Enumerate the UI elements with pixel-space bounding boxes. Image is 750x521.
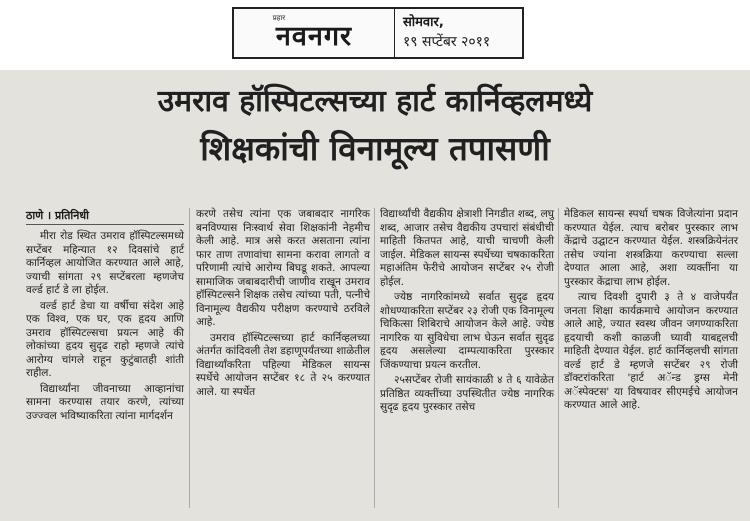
paragraph: मेडिकल सायन्स स्पर्धा चषक विजेत्यांना प्रदान करण्यात येईल. त्याच बरोबर पुरस्कार लाभ केंद्राचे उद्घाटन करण्यात येईल. शस्त्रक्रियेनंतर तसेच ज्यांना शस्त्रक्रिया करण्याचा सल्ला देण्यात आला आहे, अशा व्यक्तींना या पुरस्कार केंद्राचा लाभ होईल. [564,208,738,288]
article-column-1 [26,230,184,425]
paragraph: २५सप्टेंबर रोजी सायंकाळी ४ ते ६ यावेळेत प्रतिष्ठित व्यक्तींच्या उपस्थितीत ज्येष्ठ नागरिक सुदृढ हृदय पुरस्कार तसेच [380,374,554,413]
paragraph: विद्यार्थ्यांची वैद्यकीय क्षेत्राशी निगडीत शब्द, लघु शब्द, आजार तसेच वैद्यकीय उपचारां संबंधीची माहिती कितपत आहे, याची चाचणी केली जाईल. मेडिकल सायन्स स्पर्धेच्या चषकाकरिता महाअंतिम फेरीचे आयोजन सप्टेंबर २५ रोजी होईल. [380,208,554,288]
date-full: १९ सप्टेंबर २०११ [403,34,491,50]
paragraph: करणे तसेच त्यांना एक जबाबदार नागरिक बनविण्यास निःस्वार्थ सेवा शिक्षकांनी नेहमीच केली आहे. मात्र असे करत असताना त्यांना फार ताण तणावांचा सामना करावा लागतो व परिणामी त्यांचे आरोग्य बिघडू शकते. आपल्या सामाजिक जबाबदारीची जाणीव राखून उमराव हॉस्पिटल्सने शिक्षक तसेच त्यांच्या पती, पत्नीचे विनामूल्य वैद्यकीय परीक्षण करण्याचे ठरविले आहे. [196,208,370,328]
column-divider [189,208,190,508]
column-divider [558,208,559,508]
paragraph: वर्ल्ड हार्ट डेचा या वर्षीचा संदेश आहे एक विश्व, एक घर, एक हृदय आणि उमराव हॉस्पिटल्सचा प्रयत्न आहे की लोकांच्या हृदय सुदृढ राहो म्हणजे त्यांचे आरोग्य चांगले राहून कुटुंबातही शांती राहील. [26,299,184,379]
logo-title: नवनगर [275,21,353,52]
paragraph: त्याच दिवशी दुपारी ३ ते ४ वाजेपर्यंत जनता शिक्षा कार्यक्रमाचे आयोजन करण्यात आले आहे, ज्यात स्वस्थ जीवन जगण्याकरिता हृदयाची कशी काळजी घ्यावी याबद्दलची माहिती देण्यात येईल. हार्ट कार्निव्हलची सांगता वर्ल्ड हार्ट डे म्हणजे सप्टेंबर २९ रोजी डॉक्टरांकरिता 'हार्ट अॅन्ड ड्रग्स मेनी अॅस्पेक्टस' या विषयावर सीएमईचे आयोजन करण्यात आले आहे. [564,291,738,411]
paragraph: ज्येष्ठ नागरिकांमध्ये सर्वात सुदृढ हृदय शोधण्याकरिता सप्टेंबर २३ रोजी एक विनामूल्य चिकित्सा शिबिराचे आयोजन केले आहे. ज्येष्ठ नागरिक या सुविधेचा लाभ घेऊन सर्वात सुदृढ हृदय असलेल्या दाम्पत्याकरिता पुरस्कार जिंकण्याचा प्रयत्न करतील. [380,291,554,371]
article-column-3 [380,208,554,417]
masthead [232,7,524,59]
article-headline [0,80,750,174]
date-day: सोमवार, [403,15,444,30]
article-column-4 [564,208,738,415]
paragraph: मीरा रोड स्थित उमराव हॉस्पिटल्समध्ये सप्टेंबर महिन्यात १२ दिवसांचे हार्ट कार्निव्हल आयोजित करण्यात आले आहे, ज्याची सांगता २९ सप्टेंबरला म्हणजेच वर्ल्ड हार्ट डे ला होईल. [26,230,184,296]
paragraph: उमराव हॉस्पिटल्सच्या हार्ट कार्निव्हलच्या अंतर्गत कांदिवली तेश डहाणूपर्यंतच्या शाळेतील विद्यार्थ्यांकरिता पहिल्या मेडिकल सायन्स स्पर्धेचे आयोजन सप्टेंबर १८ ते २५ करण्यात आले. या स्पर्धेत [196,331,370,398]
column-divider [374,208,375,508]
byline: ठाणे । प्रतिनिधी [26,209,89,222]
newspaper-logo [232,7,394,59]
article-column-2 [196,208,370,401]
headline-line-1: उमराव हॉस्पिटल्सच्या हार्ट कार्निव्हलमध्ये [157,84,593,119]
dateline [394,7,524,59]
paragraph: विद्यार्थ्यांना जीवनाच्या आव्हानांचा सामना करण्यास तयार करणे, त्यांच्या उज्ज्वल भविष्याकरिता त्यांना मार्गदर्शन [26,382,184,422]
headline-line-2: शिक्षकांची विनामूल्य तपासणी [200,129,550,168]
logo-prefix: प्रहार [272,14,286,22]
byline-rule [26,224,184,225]
